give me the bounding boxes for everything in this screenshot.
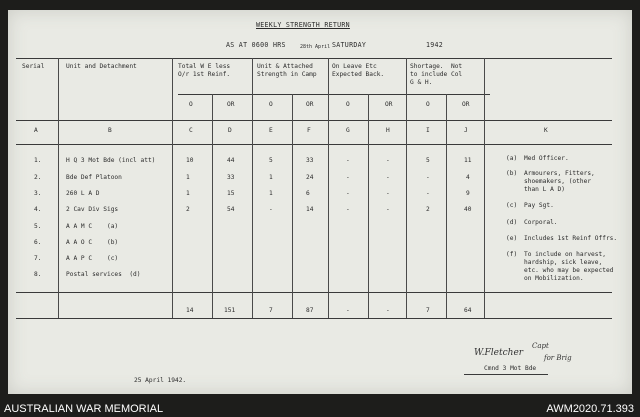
cell-d: 44: [227, 157, 235, 164]
sub-header-or: OR: [306, 101, 314, 108]
sub-header-or: OR: [227, 101, 235, 108]
cell-g: -: [346, 174, 350, 181]
date-insert: 28th April: [300, 44, 331, 50]
as-at-label: AS AT 0600 HRS: [226, 41, 286, 49]
cell-e: 1: [269, 174, 273, 181]
cell-d: 33: [227, 174, 235, 181]
header-leave-1: On Leave Etc: [332, 63, 377, 70]
document-sheet: [8, 10, 632, 394]
cell-e: 5: [269, 157, 273, 164]
table-top-rule: [16, 58, 612, 59]
cell-g: -: [346, 190, 350, 197]
row-unit: A A O C (b): [66, 239, 119, 246]
cell-e: 1: [269, 190, 273, 197]
signature-capt: Capt: [532, 342, 549, 350]
sub-header-or: OR: [385, 101, 393, 108]
total-e: 7: [269, 307, 273, 314]
column-letter: I: [426, 127, 430, 134]
cell-g: -: [346, 157, 350, 164]
cell-h: -: [386, 190, 390, 197]
signature-block: Cmnd 3 Mot Bde: [484, 365, 537, 372]
sub-header-o: O: [189, 101, 193, 108]
note-text: Med Officer.: [524, 155, 569, 162]
row-serial: 6.: [34, 239, 42, 246]
sub-header-o: O: [426, 101, 430, 108]
column-letter: H: [386, 127, 390, 134]
column-letter: D: [228, 127, 232, 134]
row-unit: 2 Cav Div Sigs: [66, 206, 119, 213]
cell-c: 1: [186, 190, 190, 197]
day-label: SATURDAY: [332, 41, 367, 49]
note-marker: (a): [506, 155, 518, 162]
column-letter: B: [108, 127, 112, 134]
column-rule: [212, 94, 213, 318]
column-rule: [58, 58, 59, 318]
column-rule: [292, 94, 293, 318]
note-marker: (c): [506, 202, 518, 209]
row-unit: A A M C (a): [66, 223, 119, 230]
table-bottom-rule: [16, 318, 612, 319]
row-unit: 260 L A D: [66, 190, 100, 197]
header-attached-1: Unit & Attached: [257, 63, 313, 70]
cell-h: -: [386, 157, 390, 164]
cell-f: 33: [306, 157, 314, 164]
row-unit: Postal services (d): [66, 271, 141, 278]
total-h: -: [386, 307, 390, 314]
note-marker: (f): [506, 251, 518, 258]
signature-line: [464, 374, 548, 375]
row-serial: 1.: [34, 157, 42, 164]
note-marker: (e): [506, 235, 518, 242]
header-total-2: O/r 1st Reinf.: [178, 71, 231, 78]
cell-h: -: [386, 206, 390, 213]
note-marker: (d): [506, 219, 518, 226]
column-rule: [484, 58, 485, 318]
header-attached-2: Strength in Camp: [257, 71, 317, 78]
note-text: etc. who may be expected: [524, 267, 614, 274]
signature-handwriting: W.Fletcher: [474, 348, 524, 358]
total-i: 7: [426, 307, 430, 314]
year-label: 1942: [426, 41, 444, 49]
cell-c: 2: [186, 206, 190, 213]
sub-header-o: O: [346, 101, 350, 108]
note-text: Corporal.: [524, 219, 558, 226]
cell-d: 54: [227, 206, 235, 213]
signed-date: 25 April 1942.: [134, 377, 187, 384]
cell-i: 2: [426, 206, 430, 213]
cell-g: -: [346, 206, 350, 213]
total-d: 151: [224, 307, 236, 314]
note-text: than L A D): [524, 186, 565, 193]
cell-h: -: [386, 174, 390, 181]
row-unit: H Q 3 Mot Bde (incl att): [66, 157, 156, 164]
header-shortage-3: G & H.: [410, 79, 433, 86]
header-unit: Unit and Detachment: [66, 63, 137, 70]
row-serial: 8.: [34, 271, 42, 278]
total-c: 14: [186, 307, 194, 314]
row-serial: 2.: [34, 174, 42, 181]
column-letter: E: [269, 127, 273, 134]
total-j: 64: [464, 307, 472, 314]
header-bottom-rule: [16, 120, 612, 121]
subheader-rule: [178, 94, 490, 95]
signature-for: for Brig: [544, 354, 572, 362]
column-rule: [172, 58, 173, 318]
total-g: -: [346, 307, 350, 314]
column-letter: G: [346, 127, 350, 134]
header-shortage-1: Shortage. Not: [410, 63, 463, 70]
cell-f: 6: [306, 190, 310, 197]
total-f: 87: [306, 307, 314, 314]
note-text: hardship, sick leave,: [524, 259, 603, 266]
column-rule: [252, 58, 253, 318]
column-letter: A: [34, 127, 38, 134]
cell-i: -: [426, 190, 430, 197]
column-letter: C: [189, 127, 193, 134]
header-leave-2: Expected Back.: [332, 71, 385, 78]
column-rule: [368, 94, 369, 318]
note-text: To include on harvest,: [524, 251, 606, 258]
header-serial: Serial: [22, 63, 45, 70]
cell-e: -: [269, 206, 273, 213]
cell-c: 1: [186, 174, 190, 181]
document-title: WEEKLY STRENGTH RETURN: [256, 21, 350, 29]
note-text: Armourers, Fitters,: [524, 170, 595, 177]
column-rule: [446, 94, 447, 318]
cell-c: 10: [186, 157, 194, 164]
note-text: on Mobilization.: [524, 275, 584, 282]
totals-top-rule: [16, 292, 612, 293]
cell-j: 4: [466, 174, 470, 181]
cell-i: -: [426, 174, 430, 181]
header-total-1: Total W E less: [178, 63, 231, 70]
note-marker: (b): [506, 170, 518, 177]
header-shortage-2: to include Col: [410, 71, 463, 78]
caption-accession: AWM2020.71.393: [546, 403, 634, 415]
row-serial: 4.: [34, 206, 42, 213]
note-text: shoemakers, (other: [524, 178, 592, 185]
row-unit: Bde Def Platoon: [66, 174, 122, 181]
column-rule: [406, 58, 407, 318]
row-serial: 5.: [34, 223, 42, 230]
caption-institution: AUSTRALIAN WAR MEMORIAL: [4, 403, 164, 415]
cell-j: 11: [464, 157, 472, 164]
column-rule: [328, 58, 329, 318]
sub-header-or: OR: [462, 101, 470, 108]
column-letter: J: [464, 127, 468, 134]
cell-i: 5: [426, 157, 430, 164]
row-serial: 3.: [34, 190, 42, 197]
cell-d: 15: [227, 190, 235, 197]
row-unit: A A P C (c): [66, 255, 119, 262]
cell-f: 24: [306, 174, 314, 181]
cell-j: 9: [466, 190, 470, 197]
column-letter: F: [307, 127, 311, 134]
cell-j: 40: [464, 206, 472, 213]
sub-header-o: O: [269, 101, 273, 108]
row-serial: 7.: [34, 255, 42, 262]
note-text: Includes 1st Reinf Offrs.: [524, 235, 618, 242]
column-letter: K: [544, 127, 548, 134]
letter-row-rule: [16, 144, 612, 145]
note-text: Pay Sgt.: [524, 202, 554, 209]
cell-f: 14: [306, 206, 314, 213]
